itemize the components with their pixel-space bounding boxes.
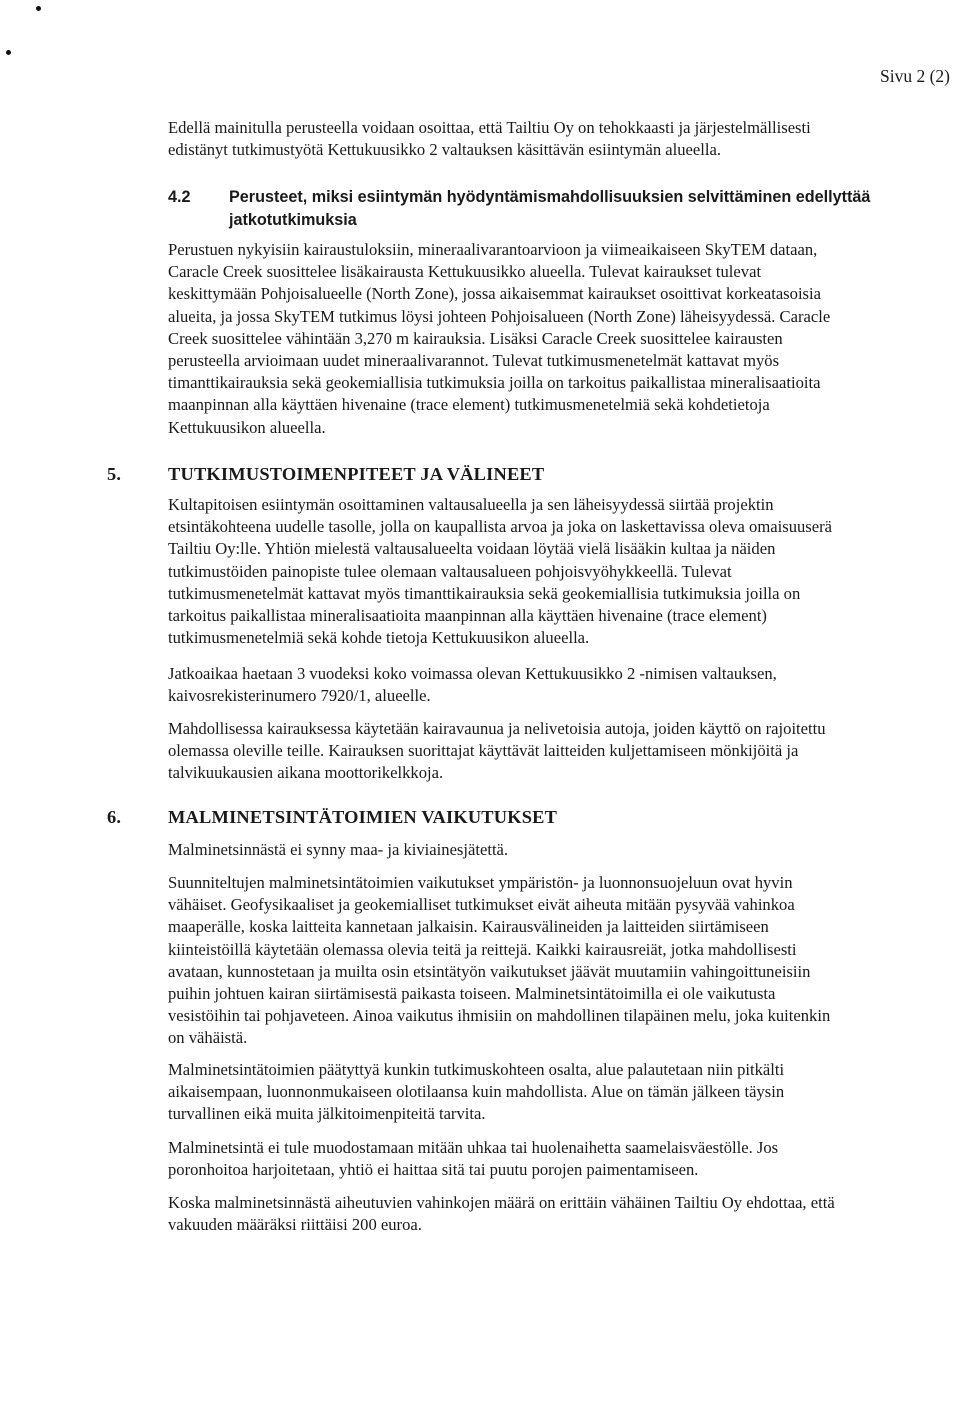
section-6-paragraph-4 xyxy=(168,1137,778,1181)
text-line: avataan, kunnostetaan ja muilta osin etsintätyön vaikutukset jäävät muutamiin vahingoittuneisiin xyxy=(168,961,811,981)
text-line: maaperälle, koska laitteita kannetaan jalkaisin. Kairausvälineiden ja laitteiden siirtämiseen xyxy=(168,917,769,937)
text-line: aikaisempaan, luonnonmukaiseen olotilaansa kuin mahdollista. Alue on tämän jälkeen täysin xyxy=(168,1082,785,1102)
page-number: Sivu 2 (2) xyxy=(880,66,950,86)
text-line: kaivosrekisterinumero 7920/1, alueelle. xyxy=(168,686,431,706)
section-4-2-paragraph xyxy=(168,239,830,439)
text-line: vakuuden määräksi riittäisi 200 euroa. xyxy=(168,1215,422,1235)
text-line: Perustuen nykyisiin kairaustuloksiin, mineraalivarantoarvioon ja viimeaikaiseen SkyTEM dataan, xyxy=(168,240,818,259)
section-6-number: 6. xyxy=(107,807,122,827)
text-line: Kettukuusikon alueella. xyxy=(168,417,326,437)
section-6-paragraph-1 xyxy=(168,839,508,861)
section-6-title: MALMINETSINTÄTOIMIEN VAIKUTUKSET xyxy=(168,807,558,827)
text-line: Kultapitoisen esiintymän osoittaminen valtausalueella ja sen läheisyydessä siirtää projektin xyxy=(168,495,774,514)
text-line: tutkimusmenetelmät kattavat myös timanttikairauksia sekä geokemiallisia tutkimuksia joilla on xyxy=(168,583,801,603)
text-line: turvallinen eikä muita jälkitoimenpiteitä tarvita. xyxy=(168,1104,486,1124)
text-line: poronhoitoa harjoitetaan, yhtiö ei haittaa sitä tai puutu porojen paimentamiseen. xyxy=(168,1160,699,1180)
section-5-title: TUTKIMUSTOIMENPITEET JA VÄLINEET xyxy=(168,464,545,484)
text-line: puihin johtuen kairan siirtämisestä paikasta toiseen. Malminetsintätoimilla ei ole vaikutusta xyxy=(168,984,776,1004)
text-line: Edellä mainitulla perusteella voidaan osoittaa, että Tailtiu Oy on tehokkaasti ja järjestelmällisesti xyxy=(168,118,811,137)
text-line: Mahdollisessa kairauksessa käytetään kairavaunua ja nelivetoisia autoja, joiden käyttö on rajoitettu xyxy=(168,719,826,738)
section-5-paragraph-3 xyxy=(168,718,826,785)
scan-dot xyxy=(6,50,11,55)
text-line: perusteella arvioimaan uudet mineraalivarannot. Tulevat tutkimusmenetelmät kattavat myös xyxy=(168,351,780,371)
text-line: alueita, ja jossa SkyTEM tutkimus löysi johteen Pohjoisalueen (North Zone) läheisyydessä. Caracle xyxy=(168,306,831,326)
text-line: keskittymään Pohjoisalueelle (North Zone), jossa aikaisemmat kairaukset osoittivat korkeatasoisia xyxy=(168,284,821,304)
intro-paragraph xyxy=(168,117,811,161)
scan-dot xyxy=(36,6,41,11)
section-4-2-number: 4.2 xyxy=(168,188,191,206)
text-line: Creek suosittelee vähintään 3,270 m kairauksia. Lisäksi Caracle Creek suosittelee kairausten xyxy=(168,328,783,348)
text-line: Jatkoaikaa haetaan 3 vuodeksi koko voimassa olevan Kettukuusikko 2 -nimisen valtauksen, xyxy=(168,664,777,683)
text-line: tarkoitus paikallistaa mineralisaatioita maanpinnan alla käyttäen hivenaine (trace element) xyxy=(168,606,767,626)
section-6-paragraph-2 xyxy=(168,872,830,1050)
text-line: Caracle Creek suosittelee lisäkairausta Kettukuusikko alueella. Tulevat kairaukset tulevat xyxy=(168,262,762,282)
text-line: edistänyt tutkimustyötä Kettukuusikko 2 valtauksen käsittävän esiintymän alueella. xyxy=(168,140,722,160)
heading-line: jatkotutkimuksia xyxy=(229,210,357,229)
text-line: olemassa oleville teille. Kairauksen suorittajat käyttävät laitteiden kuljettamiseen mönkijöitä ja xyxy=(168,741,799,761)
section-4-2-title xyxy=(229,186,870,231)
text-line: on vähäistä. xyxy=(168,1028,248,1048)
text-line: kiinteistöillä käytetään olemassa olevia teitä ja reittejä. Kaikki kairausreiät, jotka mahdollisesti xyxy=(168,939,797,959)
heading-line: Perusteet, miksi esiintymän hyödyntämismahdollisuuksien selvittäminen edellyttää xyxy=(229,188,871,206)
text-line: Malminetsinnästä ei synny maa- ja kiviainesjätettä. xyxy=(168,840,509,859)
text-line: Malminetsintätoimien päätyttyä kunkin tutkimuskohteen osalta, alue palautetaan niin pitkälti xyxy=(168,1060,785,1079)
section-5-paragraph-2 xyxy=(168,663,777,707)
section-6-paragraph-3 xyxy=(168,1059,784,1126)
text-line: etsintäkohteena uudelle tasolle, jolla on kaupallista arvoa ja joka on laskettavissa oleva omaisuuserä xyxy=(168,517,833,537)
section-6-paragraph-5 xyxy=(168,1192,835,1236)
text-line: timanttikairauksia sekä geokemiallisia tutkimuksia joilla on tarkoitus paikallistaa mineralisaatioita xyxy=(168,373,821,393)
text-line: maanpinnan alla käyttäen hivenaine (trace element) tutkimusmenetelmiä sekä kohdetietoja xyxy=(168,395,770,415)
text-line: Tailtiu Oy:lle. Yhtiön mielestä valtausalueelta voidaan löytää vielä lisääkin kultaa ja näiden xyxy=(168,539,776,559)
text-line: Suunniteltujen malminetsintätoimien vaikutukset ympäristön- ja luonnonsuojeluun ovat hyvin xyxy=(168,873,793,892)
text-line: talvikuukausien aikana moottorikelkkoja. xyxy=(168,763,444,783)
text-line: vähäiset. Geofysikaaliset ja geokemialliset tutkimukset eivät aiheuta mitään pysyvää vahinkoa xyxy=(168,895,795,915)
text-line: Koska malminetsinnästä aiheutuvien vahinkojen määrä on erittäin vähäinen Tailtiu Oy ehdottaa, että xyxy=(168,1193,835,1212)
text-line: Malminetsintä ei tule muodostamaan mitään uhkaa tai huolenaihetta saamelaisväestölle. Jos xyxy=(168,1138,779,1157)
text-line: tutkimustöiden painopiste tulee olemaan valtausalueen pohjoisvyöhykkeellä. Tulevat xyxy=(168,561,732,581)
section-5-number: 5. xyxy=(107,464,122,484)
text-line: vesistöihin tai pohjaveteen. Ainoa vaikutus ihmisiin on mahdollinen tilapäinen melu, joka kuitenkin xyxy=(168,1006,831,1026)
section-5-paragraph-1 xyxy=(168,494,832,649)
text-line: tutkimusmenetelmiä sekä kohde tietoja Kettukuusikon alueella. xyxy=(168,628,590,648)
